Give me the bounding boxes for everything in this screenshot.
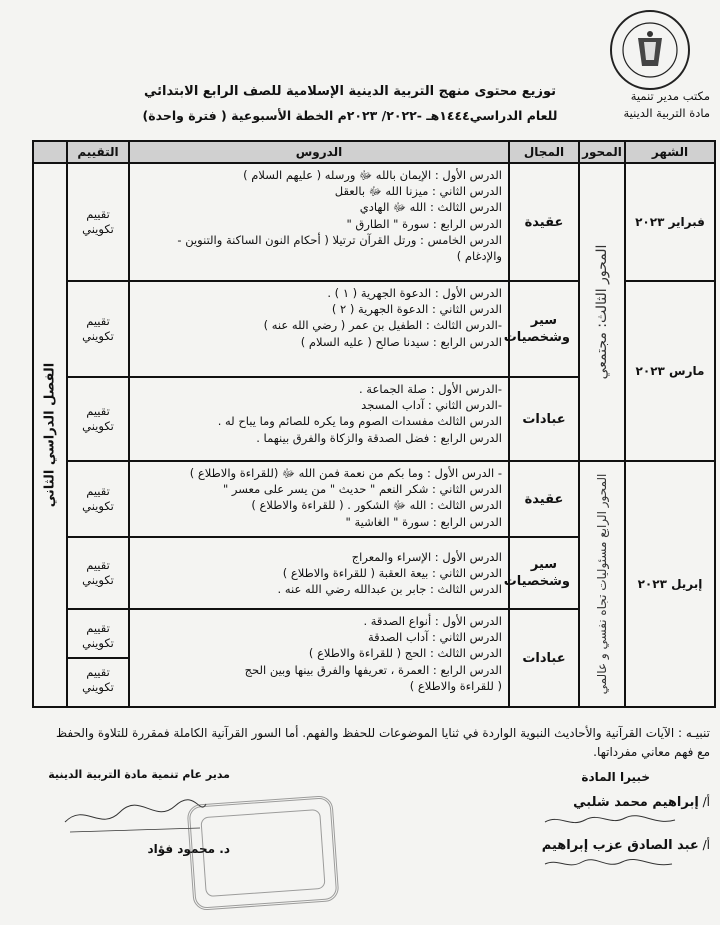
evaluation-cell: تقييم تكويني تقييم تكويني: [67, 609, 129, 707]
month-cell: إبريل ٢٠٢٣: [625, 461, 715, 707]
lessons-cell: - الدرس الأول : وما بكم من نعمة فمن الله ﷻ (للقراءة والاطلاع ) الدرس الثاني : شكر النعم " حديث " من يسر على معسر " الدرس الثالث : الله ﷻ الشكور . ( للقراءة والاطلاع ) الدرس الرابع : سورة " الغاشية ": [129, 461, 509, 537]
header-field: المجال: [509, 141, 579, 163]
table-row: [33, 461, 715, 537]
axis-cell: المحور الرابع مسئوليات تجاه نفسي و عالمي: [579, 461, 625, 707]
header-axis: المحور: [579, 141, 625, 163]
lessons-cell: -الدرس الأول : صلة الجماعة . -الدرس الثاني : آداب المسجد الدرس الثالث مفسدات الصوم وما يكره للصائم وما يباح له . الدرس الرابع : فضل الصدقة والزكاة والفرق بينهما .: [129, 377, 509, 461]
note-text: تنبيـه : الآيات القرآنية والأحاديث النبوية الواردة في ثنايا الموضوعات للحفظ والفهم. أما السور القرآنية الكاملة فمقررة للتلاوة والحفظ مع فهم معاني مفرداتها.: [56, 726, 710, 759]
lessons-cell: الدرس الأول : الإسراء والمعراج الدرس الثاني : بيعة العقبة ( للقراءة والاطلاع ) الدرس الثالث : جابر بن عبدالله رضي الله عنه .: [129, 537, 509, 609]
lessons-cell: الدرس الأول : أنواع الصدقة . الدرس الثاني : آداب الصدقة الدرس الثالث : الحج ( للقراءة والاطلاع ) الدرس الرابع : العمرة ، تعريفها والفرق بينها وبين الحج ( للقراءة والاطلاع ): [129, 609, 509, 707]
field-cell: سير وشخصيات: [509, 281, 579, 377]
expert-name: عبد الصادق عزب إبراهيم: [541, 838, 699, 853]
month-cell: فبراير ٢٠٢٣: [625, 163, 715, 281]
axis-cell: المحور الثالث: مجتمعي: [579, 163, 625, 461]
lessons-cell: الدرس الأول : الإيمان بالله ﷻ ورسله ( عليهم السلام ) الدرس الثاني : ميزنا الله ﷻ بالعقل الدرس الثالث : الله ﷻ الهادي الدرس الرابع : سورة " الطارق " الدرس الخامس : ورتل القرآن ترتيلا ( أحكام النون الساكنة والتنوين - والإدغام ): [129, 163, 509, 281]
evaluation-cell: تقييم تكويني: [67, 537, 129, 609]
signature-icon: [540, 855, 680, 873]
evaluation-cell: تقييم تكويني: [67, 377, 129, 461]
month-cell: مارس ٢٠٢٣: [625, 281, 715, 461]
term-cell: الفصل الدراسي الثاني: [33, 163, 67, 707]
header-lessons: الدروس: [129, 141, 509, 163]
evaluation-cell: تقييم تكويني: [67, 461, 129, 537]
table-row: [33, 163, 715, 281]
field-cell: عقيدة: [509, 461, 579, 537]
header-month: الشهر: [625, 141, 715, 163]
evaluation-cell: تقييم تكويني: [67, 163, 129, 281]
manager-title: مدير عام تنمية مادة التربية الدينية: [48, 768, 230, 781]
header-evaluation: التقييم: [67, 141, 129, 163]
office-label: مكتب مدير تنمية مادة التربية الدينية: [623, 89, 710, 120]
ministry-logo-icon: [608, 8, 692, 92]
table-header-row: [33, 141, 715, 163]
experts-block: خبيرا المادة أ/ إبراهيم محمد شلبي أ/ عبد الصادق عزب إبراهيم: [400, 768, 710, 879]
page-subtitle: للعام الدراسي١٤٤٤هـ -٢٠٢٢/ ٢٠٢٣م الخطة الأسبوعية ( فترة واحدة): [142, 108, 558, 123]
page-title: توزيع محتوى منهج التربية الدينية الإسلامية للصف الرابع الابتدائي: [143, 84, 557, 99]
field-cell: عقيدة: [509, 163, 579, 281]
stamp-icon: [186, 795, 339, 911]
manager-name: د. محمود فؤاد: [147, 842, 230, 856]
field-cell: عبادات: [509, 377, 579, 461]
lessons-cell: الدرس الأول : الدعوة الجهرية ( ١ ) . الدرس الثاني : الدعوة الجهرية ( ٢ ) -الدرس الثالث : الطفيل بن عمر ( رضي الله عنه ) الدرس الرابع : سيدنا صالح ( عليه السلام ): [129, 281, 509, 377]
header-term-blank: [33, 141, 67, 163]
field-cell: سير وشخصيات: [509, 537, 579, 609]
expert-name: إبراهيم محمد شلبي: [573, 795, 699, 810]
experts-label: خبيرا المادة: [581, 770, 650, 784]
curriculum-table: [32, 140, 716, 708]
signature-icon: [540, 812, 680, 830]
field-cell: عبادات: [509, 609, 579, 707]
evaluation-cell: تقييم تكويني: [67, 281, 129, 377]
